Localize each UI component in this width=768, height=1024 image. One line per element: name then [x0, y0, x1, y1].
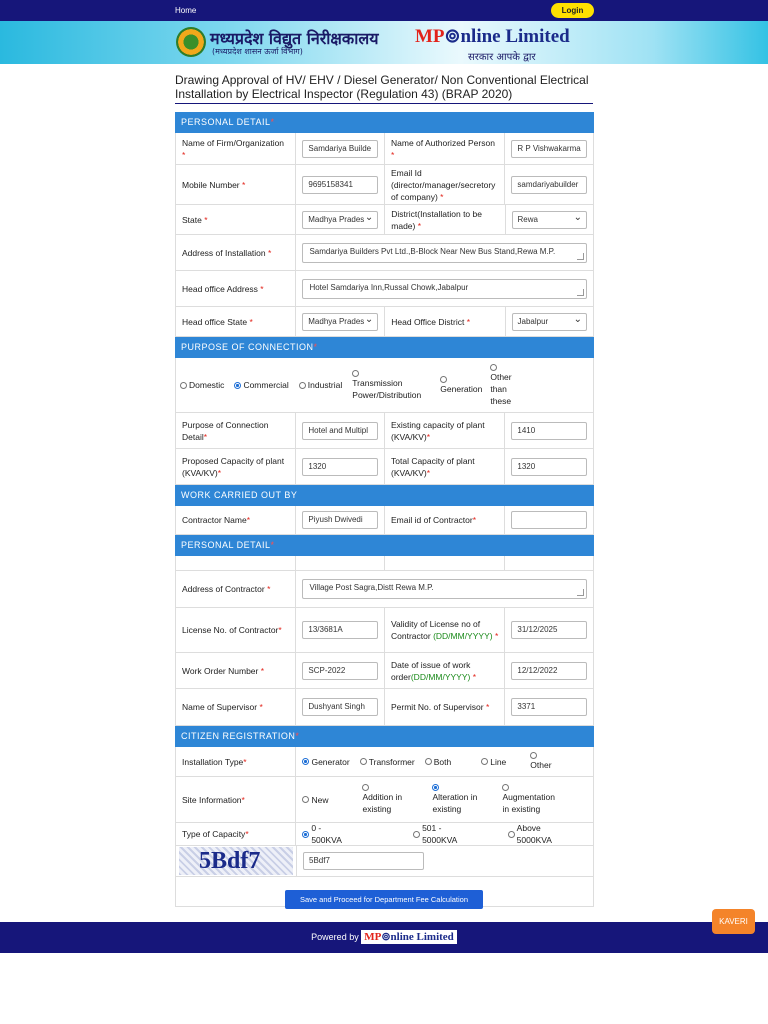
address-install-label-cell [176, 235, 296, 270]
work-order-date-input[interactable]: 12/12/2022 [511, 662, 587, 680]
head-office-district-select[interactable]: Jabalpur ⌄ [512, 313, 587, 331]
purpose-domestic-radio[interactable] [180, 380, 224, 390]
install-line-radio[interactable] [481, 756, 506, 768]
section-work-carried-out [175, 485, 594, 506]
work-date-input-cell [505, 653, 593, 688]
required-star: * [203, 431, 208, 442]
site-addition-radio[interactable] [362, 784, 424, 815]
radio-dot [490, 364, 497, 371]
install-line-label: Line [490, 756, 507, 767]
state-label-cell [176, 205, 296, 234]
purpose-generation-label: Generation [440, 383, 483, 394]
supervisor-name-input[interactable]: Dushyant Singh [302, 698, 378, 716]
radio-dot [508, 831, 515, 838]
purpose-transmission-label: Transmission Power/Distribution [352, 377, 422, 400]
proposed-cap-label-cell [176, 449, 296, 484]
required-star: * [485, 702, 490, 712]
state-select-cell [296, 205, 385, 234]
form-row [175, 449, 594, 485]
install-type-options-cell [296, 747, 593, 776]
proposed-cap-input-cell [296, 449, 385, 484]
permit-number-input[interactable]: 3371 [511, 698, 587, 716]
head-office-state-select[interactable]: Madhya Prades ⌄ [302, 313, 378, 331]
capacity-type-options-cell [296, 823, 593, 845]
section-purpose-label: PURPOSE OF CONNECTION [181, 342, 314, 352]
section-personal-detail-label: PERSONAL DETAIL [181, 117, 271, 127]
captcha-row [175, 846, 594, 877]
purpose-detail-input[interactable]: Hotel and Multipl [302, 422, 378, 440]
validity-label-cell [385, 608, 505, 652]
license-input-cell [296, 608, 385, 652]
address-install-input-cell [296, 235, 593, 270]
site-info-options-cell [296, 777, 593, 822]
radio-dot-selected [432, 784, 439, 791]
purpose-commercial-label: Commercial [243, 380, 289, 390]
radio-dot-selected [234, 382, 241, 389]
radio-dot [425, 758, 432, 765]
purpose-detail-input-cell [296, 413, 385, 448]
required-star: * [217, 467, 222, 478]
work-order-input[interactable]: SCP-2022 [302, 662, 378, 680]
required-star: * [242, 179, 246, 190]
contractor-address-input-cell [296, 571, 593, 607]
form-row [175, 653, 594, 689]
captcha-input-cell [297, 846, 593, 876]
install-both-label: Both [433, 756, 452, 767]
mponline-logo-text: nline Limited [460, 26, 570, 47]
radio-dot-selected [302, 758, 309, 765]
radio-dot [180, 382, 187, 389]
capacity-501-5000-label: 501 - 5000KVA [422, 823, 458, 845]
total-cap-input-cell [505, 449, 593, 484]
footer-logo-text: nline Limited [390, 931, 454, 943]
radio-dot [360, 758, 367, 765]
capacity-501-5000-radio[interactable] [413, 822, 478, 846]
footer-mponline-logo [361, 930, 457, 944]
section-personal-detail-2 [175, 535, 594, 556]
firm-label: Name of Firm/Organization [182, 137, 285, 148]
form-row [175, 571, 594, 608]
form-row [175, 307, 594, 337]
work-order-label-cell [176, 653, 296, 688]
department-subtitle: (मध्यप्रदेश शासन ऊर्जा विभाग) [212, 47, 303, 56]
supervisor-label-cell [176, 689, 296, 725]
purpose-industrial-radio[interactable] [299, 380, 343, 390]
permit-input-cell [505, 689, 593, 725]
form-row [175, 165, 594, 205]
email-input[interactable]: samdariyabuilder [511, 176, 587, 194]
powered-by-label: Powered by [311, 932, 359, 942]
existing-cap-label: Existing capacity of plant (KVA/KV) [391, 419, 485, 442]
total-cap-label-cell [385, 449, 505, 484]
firm-input-cell [296, 133, 385, 164]
head-district-label-cell [385, 307, 505, 336]
mponline-tagline: सरकार आपके द्वार [468, 52, 536, 63]
proposed-cap-label: Proposed Capacity of plant (KVA/KV) [182, 455, 285, 478]
radio-dot [352, 370, 359, 377]
contractor-address-textarea[interactable]: Village Post Sagra,Distt Rewa M.P. [302, 579, 587, 599]
head-state-select-cell [296, 307, 385, 336]
total-cap-label: Total Capacity of plant (KVA/KV) [391, 455, 475, 478]
radio-dot [299, 382, 306, 389]
required-star: * [259, 702, 263, 712]
email-label: Email Id (director/manager/secretory of company) [391, 167, 496, 202]
license-validity-input[interactable]: 31/12/2025 [511, 621, 587, 639]
work-date-label: Date of issue of work order [391, 659, 471, 682]
install-both-radio[interactable] [425, 756, 452, 768]
work-date-label-cell [385, 653, 505, 688]
radio-dot-selected [302, 831, 309, 838]
login-button[interactable]: Login [551, 3, 594, 18]
mponline-logo [415, 25, 570, 48]
install-type-label: Installation Type [182, 756, 244, 767]
required-star: * [440, 191, 444, 202]
validity-label: Validity of License no of Contractor [391, 619, 481, 641]
mponline-logo-o-icon: ⊚ [444, 26, 461, 47]
work-date-format-hint: (DD/MM/YYYY) [410, 671, 471, 682]
site-info-label: Site Information [182, 794, 242, 805]
radio-dot [413, 831, 420, 838]
required-star: * [417, 220, 422, 231]
page-title: Drawing Approval of HV/ EHV / Diesel Generator/ Non Conventional Electrical Installation by Electrical Inspector (Regulation 43) (BRAP 2020) [175, 73, 593, 104]
mobile-label: Mobile Number [182, 179, 240, 190]
top-nav-bar [0, 0, 768, 21]
form-row [175, 747, 594, 777]
auth-person-input-cell [505, 133, 593, 164]
section-personal-detail-2-label: PERSONAL DETAIL [181, 540, 271, 550]
email-label-cell [385, 165, 505, 204]
contractor-email-input-cell [505, 506, 593, 534]
proposed-capacity-input[interactable]: 1320 [302, 458, 378, 476]
form-row [175, 823, 594, 846]
required-star: * [241, 794, 245, 805]
form-row [175, 133, 594, 165]
contractor-name-label-cell [176, 506, 296, 534]
form-row [175, 413, 594, 449]
install-transformer-label: Transformer [368, 756, 415, 767]
form-row [175, 777, 594, 823]
contractor-email-label-cell [385, 506, 505, 534]
form-row [175, 506, 594, 535]
required-star: * [260, 283, 264, 294]
license-label: License No. of Contractor [182, 625, 279, 635]
required-star: * [245, 829, 249, 839]
radio-dot [302, 796, 309, 803]
section-citizen-label: CITIZEN REGISTRATION [181, 731, 296, 741]
site-augmentation-radio[interactable] [502, 784, 562, 815]
section-citizen-registration [175, 726, 594, 747]
section-personal-detail [175, 112, 594, 133]
head-office-address-textarea[interactable]: Hotel Samdariya Inn,Russal Chowk,Jabalpur [302, 279, 587, 299]
install-generator-radio[interactable] [302, 756, 349, 768]
firm-name-input[interactable]: Samdariya Builde [302, 140, 378, 158]
footer [0, 922, 768, 953]
auth-person-label-cell [385, 133, 505, 164]
head-state-label: Head office State [182, 316, 248, 327]
head-address-label: Head office Address [182, 283, 258, 294]
required-star: * [249, 316, 253, 327]
permit-label-cell [385, 689, 505, 725]
required-star: * [472, 671, 477, 682]
district-select-cell [506, 205, 593, 234]
home-link[interactable]: Home [175, 6, 197, 15]
contractor-name-input-cell [296, 506, 385, 534]
purpose-radio-row [175, 358, 594, 413]
license-number-input[interactable]: 13/3681A [302, 621, 378, 639]
form-row-empty [175, 556, 594, 571]
empty-cell [296, 556, 385, 570]
site-addition-label: Addition in existing [362, 792, 403, 814]
site-alteration-radio[interactable] [432, 784, 494, 815]
mobile-label-cell [176, 165, 296, 204]
required-star: * [466, 316, 471, 327]
empty-cell [176, 556, 296, 570]
purpose-industrial-label: Industrial [307, 380, 343, 390]
firm-label-cell [176, 133, 296, 164]
empty-cell [505, 556, 593, 570]
install-other-radio[interactable] [530, 752, 551, 771]
required-star: * [204, 214, 208, 225]
required-star: * [391, 149, 395, 160]
purpose-other-label: Other than these [490, 371, 512, 406]
head-address-label-cell [176, 271, 296, 306]
radio-dot [481, 758, 488, 765]
section-purpose [175, 337, 594, 358]
required-star: * [472, 515, 477, 525]
contractor-address-label-cell [176, 571, 296, 607]
section-work-label: WORK CARRIED OUT BY [181, 490, 298, 500]
footer-logo-prefix: MP [364, 931, 382, 943]
supervisor-label: Name of Supervisor [182, 702, 258, 712]
capacity-above-5000-label: Above 5000KVA [516, 823, 552, 845]
existing-capacity-input[interactable]: 1410 [511, 422, 587, 440]
empty-cell [385, 556, 505, 570]
district-select[interactable]: Rewa ⌄ [512, 211, 587, 229]
auth-person-label: Name of Authorized Person [391, 137, 495, 148]
required-star: * [295, 731, 300, 741]
purpose-generation-radio[interactable] [440, 376, 482, 395]
contractor-name-input[interactable]: Piyush Dwivedi [302, 511, 378, 529]
required-star: * [278, 625, 282, 635]
captcha-image: 5Bdf7 [179, 847, 293, 875]
site-info-label-cell [176, 777, 296, 822]
install-transformer-radio[interactable] [360, 756, 415, 768]
required-star: * [246, 515, 251, 525]
validity-format-hint: (DD/MM/YYYY) [433, 631, 493, 641]
supervisor-input-cell [296, 689, 385, 725]
authorized-person-input[interactable]: R P Vishwakarma [511, 140, 587, 158]
required-star: * [270, 117, 275, 127]
purpose-commercial-radio[interactable] [234, 380, 288, 390]
capacity-0-500-label: 0 - 500KVA [311, 823, 342, 845]
install-other-label: Other [530, 760, 552, 770]
header-banner [0, 21, 768, 64]
purpose-radio-group [176, 358, 593, 412]
site-new-label: New [311, 794, 329, 805]
install-type-label-cell [176, 747, 296, 776]
state-label: State [182, 214, 202, 225]
required-star: * [268, 247, 272, 258]
install-generator-label: Generator [311, 756, 350, 767]
capacity-type-label: Type of Capacity [182, 829, 246, 839]
save-and-proceed-button[interactable]: Save and Proceed for Department Fee Calculation [285, 890, 483, 909]
work-order-input-cell [296, 653, 385, 688]
address-install-label: Address of Installation [182, 247, 266, 258]
contractor-email-input[interactable] [511, 511, 587, 529]
validity-input-cell [505, 608, 593, 652]
district-label: District(Installation to be made) [391, 208, 482, 231]
purpose-other-radio[interactable] [490, 364, 524, 407]
mobile-number-input[interactable]: 9695158341 [302, 176, 378, 194]
captcha-image-cell [176, 846, 297, 876]
mponline-logo-prefix: MP [415, 26, 445, 47]
head-state-label-cell [176, 307, 296, 336]
total-capacity-input[interactable]: 1320 [511, 458, 587, 476]
purpose-domestic-label: Domestic [189, 380, 225, 390]
kaveri-chat-button[interactable]: KAVERI [712, 909, 755, 934]
purpose-transmission-radio[interactable] [352, 370, 432, 401]
head-district-select-cell [506, 307, 593, 336]
capacity-type-label-cell [176, 823, 296, 845]
department-title: मध्यप्रदेश विद्युत निरीक्षकालय [210, 29, 379, 48]
captcha-input[interactable]: 5Bdf7 [303, 852, 424, 870]
radio-dot [502, 784, 509, 791]
required-star: * [494, 631, 499, 641]
work-order-label: Work Order Number [182, 665, 259, 676]
required-star: * [426, 431, 431, 442]
existing-cap-input-cell [505, 413, 593, 448]
form-row [175, 608, 594, 653]
site-augmentation-label: Augmentation in existing [502, 792, 555, 814]
department-emblem-icon [176, 27, 206, 57]
required-star: * [270, 540, 275, 550]
form-row [175, 205, 594, 235]
required-star: * [243, 756, 247, 767]
purpose-detail-label-cell [176, 413, 296, 448]
existing-cap-label-cell [385, 413, 505, 448]
form-row [175, 271, 594, 307]
capacity-above-5000-radio[interactable] [508, 822, 577, 846]
contractor-email-label: Email id of Contractor [391, 515, 473, 525]
form-row [175, 689, 594, 726]
capacity-0-500-radio[interactable] [302, 822, 353, 846]
required-star: * [260, 665, 265, 676]
site-new-radio[interactable] [302, 794, 328, 806]
radio-dot [362, 784, 369, 791]
required-star: * [313, 342, 318, 352]
required-star: * [426, 467, 431, 478]
contractor-address-label: Address of Contractor [182, 584, 265, 594]
form-row [175, 235, 594, 271]
site-alteration-label: Alteration in existing [432, 792, 478, 814]
head-district-label: Head Office District [391, 316, 465, 327]
required-star: * [267, 584, 271, 594]
radio-dot [530, 752, 537, 759]
radio-dot [440, 376, 447, 383]
purpose-detail-label: Purpose of Connection Detail [182, 419, 269, 442]
permit-label: Permit No. of Supervisor [391, 702, 484, 712]
contractor-name-label: Contractor Name [182, 515, 247, 525]
mobile-input-cell [296, 165, 385, 204]
application-form [175, 112, 594, 907]
head-address-input-cell [296, 271, 593, 306]
footer-logo-o-icon: ⊚ [381, 931, 391, 943]
state-select[interactable]: Madhya Prades ⌄ [302, 211, 378, 229]
email-input-cell [505, 165, 593, 204]
required-star: * [182, 149, 186, 160]
district-label-cell [385, 205, 505, 234]
installation-address-textarea[interactable]: Samdariya Builders Pvt Ltd.,B-Block Near New Bus Stand,Rewa M.P. [302, 243, 587, 263]
license-label-cell [176, 608, 296, 652]
